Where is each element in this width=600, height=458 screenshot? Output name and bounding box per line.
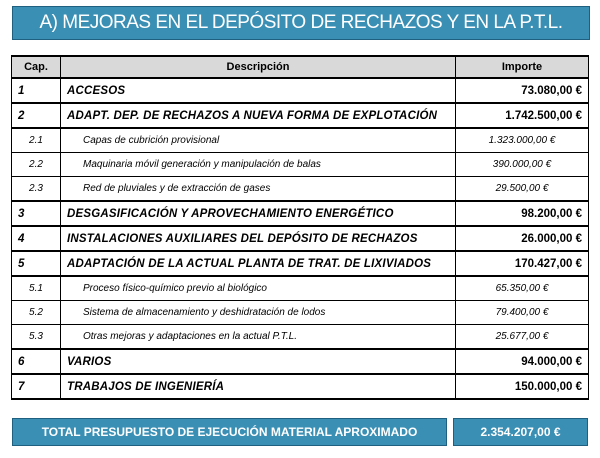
row-amount: 98.200,00 € [456,201,589,226]
table-row [12,251,589,276]
table-row [12,103,589,128]
table-subrow [12,276,589,301]
header-description: Descripción [61,56,456,78]
row-cap: 5.3 [12,325,61,350]
header-amount: Importe [456,56,589,78]
table-row [12,226,589,251]
row-cap: 7 [12,374,61,399]
row-description: Maquinaria móvil generación y manipulación de balas [61,153,456,177]
row-cap: 3 [12,201,61,226]
row-cap: 2 [12,103,61,128]
row-cap: 2.3 [12,177,61,202]
row-amount: 150.000,00 € [456,374,589,399]
row-amount: 25.677,00 € [456,325,589,350]
row-cap: 5.1 [12,276,61,301]
row-amount: 170.427,00 € [456,251,589,276]
row-cap: 6 [12,349,61,374]
row-cap: 2.1 [12,128,61,153]
row-cap: 5 [12,251,61,276]
table-subrow [12,325,589,350]
row-amount: 390.000,00 € [456,153,589,177]
table-row [12,201,589,226]
table-header-row [12,56,589,78]
table-subrow [12,177,589,202]
row-amount: 29.500,00 € [456,177,589,202]
row-description: Otras mejoras y adaptaciones en la actual P.T.L. [61,325,456,350]
row-description: ADAPTACIÓN DE LA ACTUAL PLANTA DE TRAT. DE LIXIVIADOS [61,251,456,276]
row-amount: 65.350,00 € [456,276,589,301]
total-bar [12,418,588,446]
table-subrow [12,128,589,153]
row-amount: 73.080,00 € [456,78,589,103]
row-amount: 79.400,00 € [456,301,589,325]
row-description: Capas de cubrición provisional [61,128,456,153]
row-cap: 2.2 [12,153,61,177]
row-description: Proceso físico-químico previo al biológico [61,276,456,301]
row-amount: 1.742.500,00 € [456,103,589,128]
total-value: 2.354.207,00 € [453,418,588,446]
table-row [12,78,589,103]
table-subrow [12,301,589,325]
row-description: Sistema de almacenamiento y deshidratación de lodos [61,301,456,325]
row-amount: 94.000,00 € [456,349,589,374]
title-text: A) MEJORAS EN EL DEPÓSITO DE RECHAZOS Y EN LA P.T.L. [39,12,563,33]
header-cap: Cap. [12,56,61,78]
row-amount: 1.323.000,00 € [456,128,589,153]
row-description: ADAPT. DEP. DE RECHAZOS A NUEVA FORMA DE EXPLOTACIÓN [61,103,456,128]
table-subrow [12,153,589,177]
budget-table [11,55,589,400]
row-description: VARIOS [61,349,456,374]
row-amount: 26.000,00 € [456,226,589,251]
row-cap: 5.2 [12,301,61,325]
table-row [12,374,589,399]
row-description: ACCESOS [61,78,456,103]
row-cap: 4 [12,226,61,251]
row-description: TRABAJOS DE INGENIERÍA [61,374,456,399]
row-description: INSTALACIONES AUXILIARES DEL DEPÓSITO DE RECHAZOS [61,226,456,251]
row-cap: 1 [12,78,61,103]
table-row [12,349,589,374]
row-description: DESGASIFICACIÓN Y APROVECHAMIENTO ENERGÉTICO [61,201,456,226]
row-description: Red de pluviales y de extracción de gases [61,177,456,202]
total-label: TOTAL PRESUPUESTO DE EJECUCIÓN MATERIAL APROXIMADO [12,418,447,446]
page-title [12,6,590,40]
